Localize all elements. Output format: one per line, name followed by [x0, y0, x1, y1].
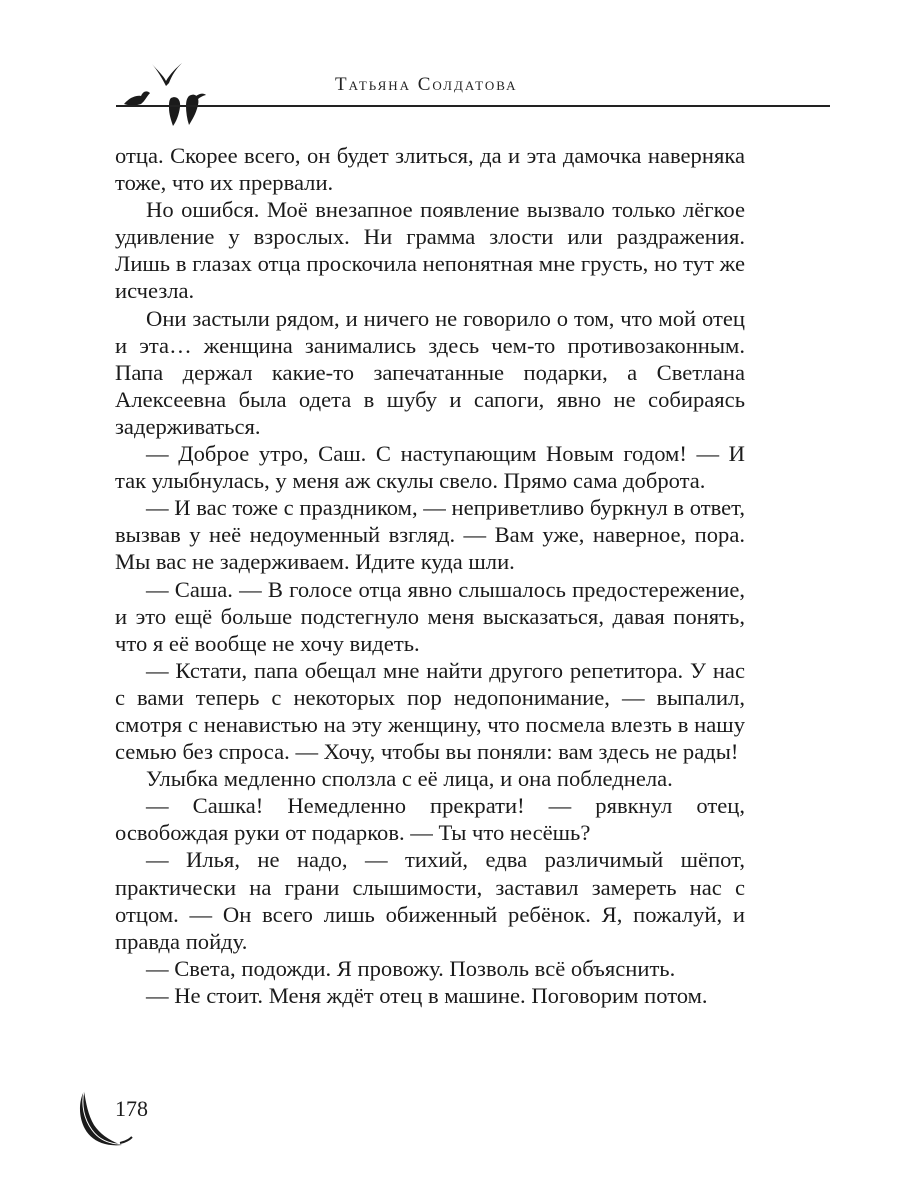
paragraph: — Кстати, папа обещал мне найти другого репетитора. У нас с вами теперь с некоторых пор недопонимание, — выпалил, смотря с ненавистью на эту женщину, что посмела влезть в нашу семью без спроса. — Хочу, чтобы вы поняли: вам здесь не рады!: [115, 657, 745, 765]
paragraph: — И вас тоже с праздником, — неприветливо буркнул в ответ, вызвав у неё недоуменный взгляд. — Вам уже, наверное, пора. Мы вас не задерживаем. Идите куда шли.: [115, 495, 745, 575]
paragraph: Но ошибся. Моё внезапное появление вызвало только лёгкое удивление у взрослых. Ни грамма злости или раздражения. Лишь в глазах отца проскочила непонятная мне грусть, но тут же исчезла.: [115, 197, 745, 304]
page-number: 178: [115, 1096, 148, 1121]
paragraph: Улыбка медленно сползла с её лица, и она побледнела.: [146, 766, 673, 792]
birds-on-wire-icon: [110, 52, 220, 132]
header-rule: [116, 105, 830, 107]
book-text: [115, 142, 745, 1009]
paragraph: — Илья, не надо, — тихий, едва различимый шёпот, практически на грани слышимости, заставил замереть нас с отцом. — Он всего лишь обиженный ребёнок. Я, пожалуй, и правда пойду.: [115, 847, 745, 954]
paragraph: — Света, подожди. Я провожу. Позволь всё объяснить.: [146, 955, 676, 981]
paragraph: — Саша. — В голосе отца явно слышалось предостережение, и это ещё больше подстегнуло меня высказаться, давая понять, что я её вообще не хочу видеть.: [115, 576, 745, 656]
header-author: Татьяна Солдатова: [335, 74, 518, 95]
paragraph: — Сашка! Немедленно прекрати! — рявкнул отец, освобождая руки от подарков. — Ты что несёшь?: [115, 793, 745, 846]
paragraph: — Доброе утро, Саш. С наступающим Новым годом! — И так улыбнулась, у меня аж скулы свело. Прямо сама доброта.: [115, 441, 745, 494]
running-header: [110, 52, 830, 132]
paragraph: отца. Скорее всего, он будет злиться, да и эта дамочка наверняка тоже, что их прервали.: [115, 143, 745, 196]
paragraph: Они застыли рядом, и ничего не говорило о том, что мой отец и эта… женщина занимались здесь чем-то противозаконным. Папа держал какие-то запечатанные подарки, а Светлана Алексеевна была одета в шубу и сапоги, явно не собираясь задерживаться.: [115, 305, 745, 439]
page-footer: [70, 1085, 270, 1165]
paragraph: — Не стоит. Меня ждёт отец в машине. Поговорим потом.: [146, 982, 708, 1008]
